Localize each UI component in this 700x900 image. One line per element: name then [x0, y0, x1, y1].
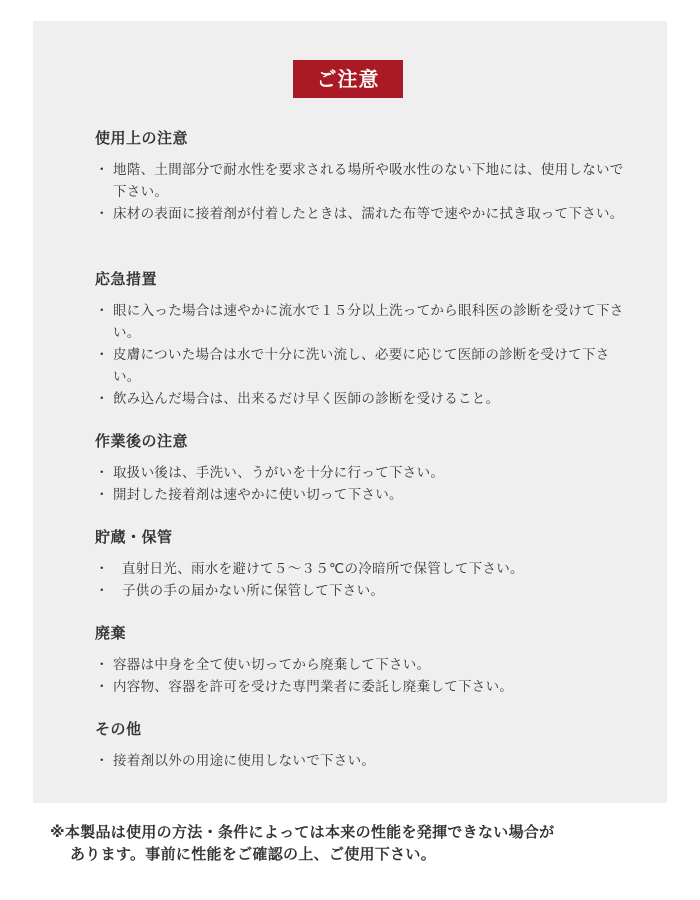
bullet-icon: ・: [95, 679, 109, 695]
item-text: 取扱い後は、手洗い、うがいを十分に行って下さい。: [113, 465, 445, 481]
list-item: [95, 558, 635, 580]
section-title: 作業後の注意: [95, 432, 189, 450]
list-item: [95, 676, 635, 698]
item-text: 内容物、容器を許可を受けた専門業者に委託し廃棄して下さい。: [113, 679, 514, 695]
item-text: 眼に入った場合は速やかに流水で１５分以上洗ってから眼科医の診断を受けて下さい。: [113, 303, 624, 341]
section-other: [95, 719, 635, 772]
item-list: [95, 462, 635, 506]
item-text: 飲み込んだ場合は、出来るだけ早く医師の診断を受けること。: [113, 391, 500, 407]
bullet-icon: ・: [95, 561, 109, 577]
item-text: 床材の表面に接着剤が付着したときは、濡れた布等で速やかに拭き取って下さい。: [113, 206, 624, 222]
item-text: 開封した接着剤は速やかに使い切って下さい。: [113, 487, 403, 503]
list-item: [95, 300, 635, 344]
item-list: [95, 159, 635, 225]
item-text: 接着剤以外の用途に使用しないで下さい。: [113, 753, 376, 769]
item-text: 直射日光、雨水を避けて５～３５℃の冷暗所で保管して下さい。: [122, 561, 524, 577]
bullet-icon: ・: [95, 465, 109, 481]
item-list: [95, 750, 635, 772]
item-text: 地階、土間部分で耐水性を要求される場所や吸水性のない下地には、使用しないで下さい。: [113, 162, 624, 200]
list-item: [95, 654, 635, 676]
item-text: 子供の手の届かない所に保管して下さい。: [122, 583, 385, 599]
section-title: 廃棄: [95, 624, 127, 642]
caution-badge: ご注意: [293, 60, 403, 98]
list-item: [95, 203, 635, 225]
list-item: [95, 750, 635, 772]
item-list: [95, 300, 635, 410]
section-title: その他: [95, 720, 142, 738]
item-list: [95, 558, 635, 602]
caution-panel: [33, 21, 667, 803]
section-disposal: [95, 623, 635, 698]
bullet-icon: ・: [95, 753, 109, 769]
list-item: [95, 344, 635, 388]
section-title: 使用上の注意: [95, 129, 189, 147]
item-text: 容器は中身を全て使い切ってから廃棄して下さい。: [113, 657, 431, 673]
list-item: [95, 580, 635, 602]
disclaimer-note: [50, 821, 670, 865]
section-usage-precautions: [95, 128, 635, 225]
bullet-icon: ・: [95, 162, 109, 178]
item-list: [95, 654, 635, 698]
bullet-icon: ・: [95, 347, 109, 363]
bullet-icon: ・: [95, 487, 109, 503]
bullet-icon: ・: [95, 583, 109, 599]
bullet-icon: ・: [95, 303, 109, 319]
list-item: [95, 159, 635, 203]
section-after-work: [95, 431, 635, 506]
section-title: 応急措置: [95, 270, 158, 288]
bullet-icon: ・: [95, 391, 109, 407]
section-title: 貯蔵・保管: [95, 528, 173, 546]
bullet-icon: ・: [95, 657, 109, 673]
bullet-icon: ・: [95, 206, 109, 222]
disclaimer-line-2: あります。事前に性能をご確認の上、ご使用下さい。: [70, 845, 437, 863]
list-item: [95, 388, 635, 410]
list-item: [95, 462, 635, 484]
item-text: 皮膚についた場合は水で十分に洗い流し、必要に応じて医師の診断を受けて下さい。: [113, 347, 610, 385]
section-first-aid: [95, 269, 635, 410]
disclaimer-line-1: ※本製品は使用の方法・条件によっては本来の性能を発揮できない場合が: [50, 823, 555, 841]
list-item: [95, 484, 635, 506]
section-storage: [95, 527, 635, 602]
